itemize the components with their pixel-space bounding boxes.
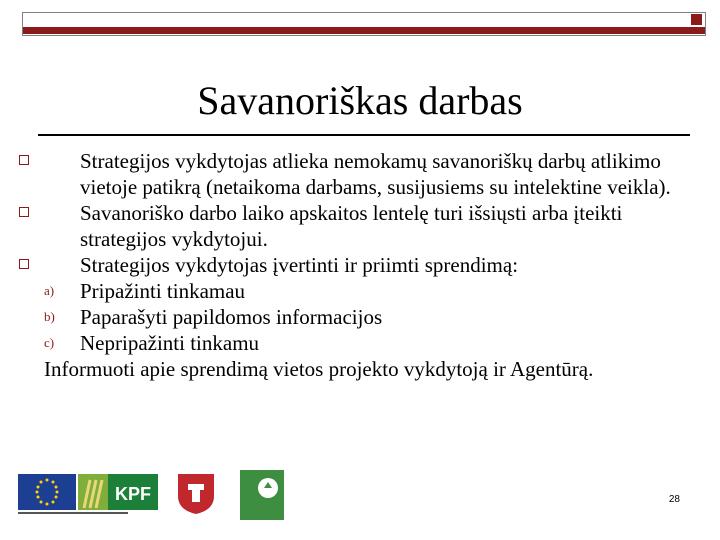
square-bullet-icon [19, 259, 29, 269]
footer-logos [18, 470, 288, 522]
bullet-text-3: Strategijos vykdytojas įvertinti ir priimti sprendimą: [80, 253, 519, 277]
list-marker-b: b) [44, 309, 55, 324]
kpf-logo [108, 474, 158, 510]
top-bar-stripe [23, 27, 705, 34]
leader-logo [240, 470, 284, 520]
list-marker-a: a) [44, 283, 55, 298]
square-bullet-icon [19, 155, 29, 165]
kpf-logo-text: KPF [115, 484, 151, 504]
top-decorative-bar [22, 12, 706, 36]
list-text-c: Nepripažinti tinkamu [80, 331, 260, 355]
title-divider [38, 134, 690, 136]
top-bar-square-icon [691, 14, 702, 25]
bullet-item-2 [80, 200, 700, 252]
slide-title: Savanoriškas darbas [197, 78, 523, 123]
bullet-item-1 [80, 148, 700, 200]
list-item-b [44, 304, 700, 330]
page-number: 28 [668, 494, 680, 505]
list-text-a: Pripažinti tinkamau [80, 279, 246, 303]
square-bullet-icon [19, 207, 29, 217]
slide-body [0, 148, 720, 382]
closing-text: Informuoti apie sprendimą vietos projekto vykdytoją ir Agentūrą. [44, 357, 594, 381]
list-item-a [44, 278, 700, 304]
list-text-b: Paparašyti papildomos informacijos [80, 305, 383, 329]
wheat-logo [78, 474, 108, 510]
bullet-text-2: Savanoriško darbo laiko apskaitos lentelę turi išsiųsti arba įteikti strategijos vykdytojui. [80, 201, 623, 251]
list-marker-c: c) [44, 335, 55, 350]
bullet-text-1: Strategijos vykdytojas atlieka nemokamų savanoriškų darbų atlikimo vietoje patikrą (netaikoma darbams, susijusiems su intelektine veikla). [80, 149, 671, 199]
coat-of-arms-logo [178, 474, 214, 514]
list-item-c [44, 330, 700, 356]
bullet-item-3 [80, 252, 700, 278]
